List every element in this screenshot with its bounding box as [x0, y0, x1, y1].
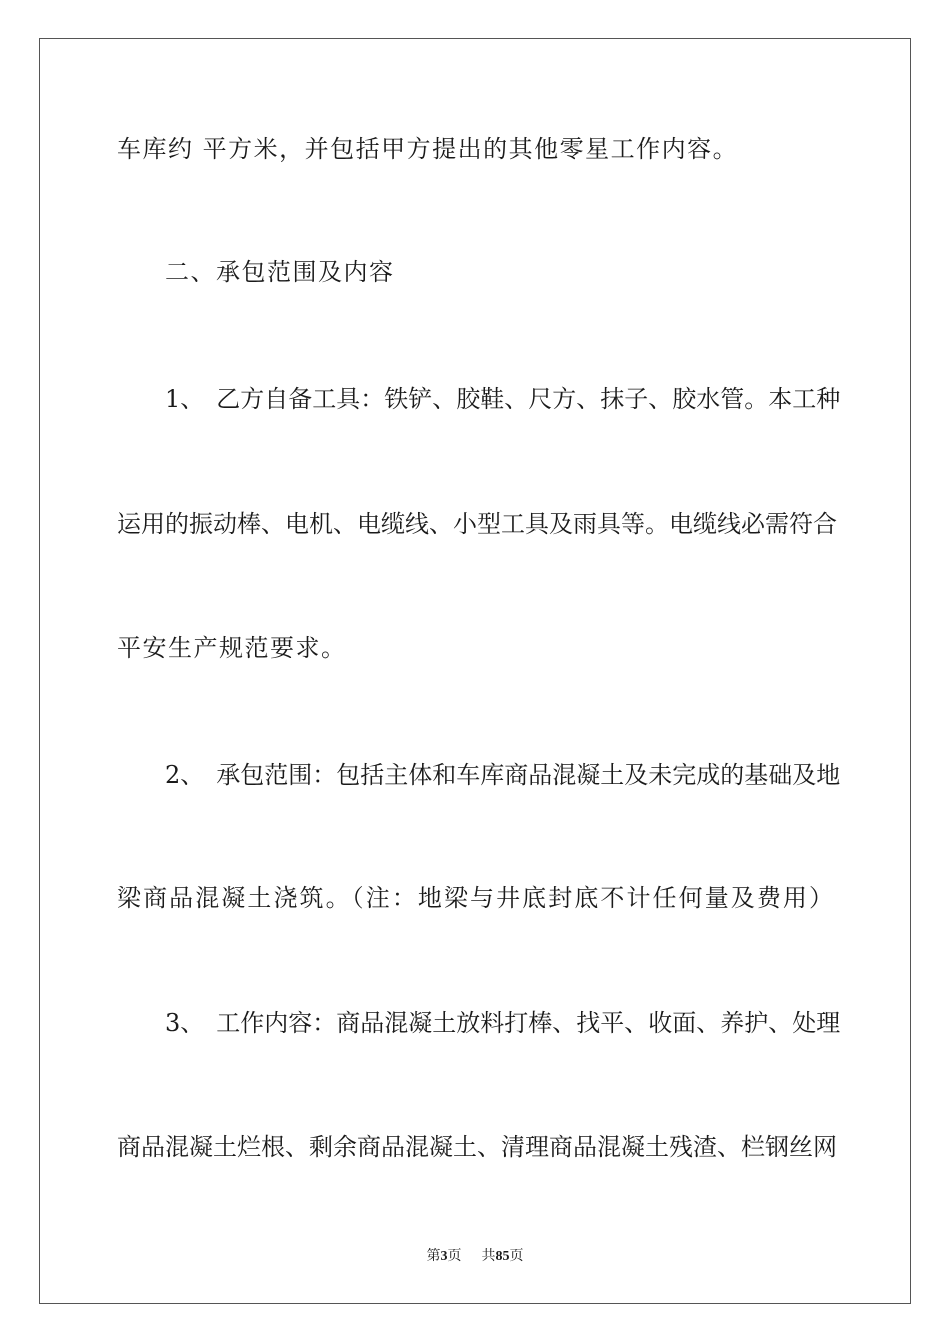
body-line-4: 运用的振动棒、电机、电缆线、小型工具及雨具等。电缆线必需符合: [117, 510, 837, 538]
footer-page-number: 3: [440, 1249, 448, 1264]
footer-total-pages: 85: [495, 1249, 510, 1264]
body-line-5: 平安生产规范要求。: [117, 634, 347, 662]
page-footer: [0, 1247, 950, 1266]
body-line-3: 1、 乙方自备工具：铁铲、胶鞋、尺方、抹子、胶水管。本工种: [165, 385, 841, 413]
body-line-7: 梁商品混凝土浇筑。（注：地梁与井底封底不计任何量及费用）: [117, 884, 833, 912]
body-line-9: 商品混凝土烂根、剩余商品混凝土、清理商品混凝土残渣、栏钢丝网: [117, 1133, 837, 1161]
footer-page-suffix: 页: [447, 1248, 462, 1264]
body-line-8: 3、 工作内容：商品混凝土放料打棒、找平、收面、养护、处理: [165, 1009, 841, 1037]
body-line-1: 车库约 平方米，并包括甲方提出的其他零星工作内容。: [117, 135, 739, 163]
page-border: [39, 38, 911, 1304]
section-heading: 二、承包范围及内容: [165, 258, 395, 286]
footer-total-suffix: 页: [509, 1248, 524, 1264]
body-line-6: 2、 承包范围：包括主体和车库商品混凝土及未完成的基础及地: [165, 761, 841, 789]
footer-total-prefix: 共: [481, 1248, 496, 1264]
footer-page-prefix: 第: [426, 1248, 441, 1264]
